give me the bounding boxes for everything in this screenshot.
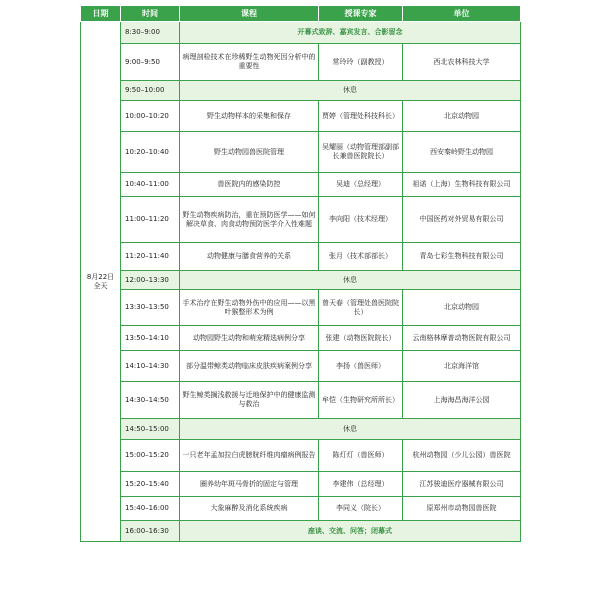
table-row <box>81 81 521 101</box>
ceremony-cell: 座谈、交流、问答；闭幕式 <box>180 521 521 542</box>
date-allday: 全天 <box>93 281 108 290</box>
schedule-table-wrapper <box>80 5 520 542</box>
table-row <box>81 290 521 326</box>
date-day: 8月22日 <box>86 272 115 281</box>
unit-cell: 北京动物园 <box>403 101 521 132</box>
time-cell: 14:10–14:30 <box>121 351 180 382</box>
course-cell: 兽医院内的感染防控 <box>180 173 319 197</box>
unit-cell: 西北农林科技大学 <box>403 44 521 81</box>
date-cell <box>81 22 121 542</box>
table-row <box>81 472 521 497</box>
unit-cell: 云南格林摩普动物医院有限公司 <box>403 326 521 351</box>
expert-cell: 李同义（院长） <box>319 497 403 521</box>
course-cell: 病理剖检技术在珍稀野生动物死因分析中的重要性 <box>180 44 319 81</box>
expert-cell: 牟恺（生物研究所所长） <box>319 382 403 419</box>
table-row <box>81 419 521 440</box>
schedule-body <box>81 22 521 542</box>
course-cell: 一只老年孟加拉白虎膀胱纤维肉瘤病例报告 <box>180 440 319 472</box>
schedule-table <box>80 5 521 542</box>
course-cell: 圈养幼年斑马骨折的固定与管理 <box>180 472 319 497</box>
time-cell: 14:30–14:50 <box>121 382 180 419</box>
course-cell: 野生动物园兽医院管理 <box>180 132 319 173</box>
time-cell: 16:00–16:30 <box>121 521 180 542</box>
time-cell: 10:20–10:40 <box>121 132 180 173</box>
table-row <box>81 197 521 243</box>
course-cell: 野生动物样本的采集和保存 <box>180 101 319 132</box>
table-row <box>81 243 521 271</box>
header-date: 日期 <box>81 6 121 22</box>
course-cell: 大象麻醉及消化系统疾病 <box>180 497 319 521</box>
expert-cell: 李建伟（总经理） <box>319 472 403 497</box>
unit-cell: 西安秦岭野生动物园 <box>403 132 521 173</box>
header-time: 时间 <box>121 6 180 22</box>
header-unit: 单位 <box>403 6 521 22</box>
time-cell: 10:40–11:00 <box>121 173 180 197</box>
header-expert: 授课专家 <box>319 6 403 22</box>
course-cell: 动物健康与膳食营养的关系 <box>180 243 319 271</box>
time-cell: 15:40–16:00 <box>121 497 180 521</box>
header-row <box>81 6 521 22</box>
expert-cell: 曾天春（管理处兽医院院长） <box>319 290 403 326</box>
time-cell: 12:00–13:30 <box>121 271 180 290</box>
table-row <box>81 382 521 419</box>
unit-cell: 北京海洋馆 <box>403 351 521 382</box>
expert-cell: 贾婷（管理处科技科长） <box>319 101 403 132</box>
header-course: 课程 <box>180 6 319 22</box>
unit-cell: 杭州动物园（少儿公园）兽医院 <box>403 440 521 472</box>
expert-cell: 张建（动物医院院长） <box>319 326 403 351</box>
course-cell: 野生动物疾病防治，重在预防医学——如何解决草食、肉食动物预防医学介入性难题 <box>180 197 319 243</box>
expert-cell: 吴迪（总经理） <box>319 173 403 197</box>
table-row <box>81 22 521 44</box>
table-row <box>81 173 521 197</box>
table-row <box>81 271 521 290</box>
break-cell: 休息 <box>180 419 521 440</box>
time-cell: 11:20–11:40 <box>121 243 180 271</box>
ceremony-cell: 开幕式致辞、嘉宾发言、合影留念 <box>180 22 521 44</box>
expert-cell: 张月（技术部部长） <box>319 243 403 271</box>
table-row <box>81 326 521 351</box>
table-row <box>81 44 521 81</box>
course-cell: 野生鲸类搁浅救援与迁地保护中的健康监测与救治 <box>180 382 319 419</box>
table-row <box>81 497 521 521</box>
unit-cell: 上海海昌海洋公园 <box>403 382 521 419</box>
time-cell: 10:00–10:20 <box>121 101 180 132</box>
table-row <box>81 521 521 542</box>
time-cell: 14:50–15:00 <box>121 419 180 440</box>
time-cell: 15:20–15:40 <box>121 472 180 497</box>
time-cell: 15:00–15:20 <box>121 440 180 472</box>
table-row <box>81 351 521 382</box>
time-cell: 11:00–11:20 <box>121 197 180 243</box>
table-row <box>81 101 521 132</box>
time-cell: 8:30–9:00 <box>121 22 180 44</box>
time-cell: 9:00–9:50 <box>121 44 180 81</box>
course-cell: 部分温带鲸类动物临床皮肤疾病案例分享 <box>180 351 319 382</box>
break-cell: 休息 <box>180 81 521 101</box>
expert-cell: 李向阳（技术经理） <box>319 197 403 243</box>
expert-cell: 常玲玲（副教授） <box>319 44 403 81</box>
unit-cell: 中国医药对外贸易有限公司 <box>403 197 521 243</box>
expert-cell: 李扬（兽医师） <box>319 351 403 382</box>
unit-cell: 江苏骏迪医疗器械有限公司 <box>403 472 521 497</box>
expert-cell: 陈灯灯（兽医师） <box>319 440 403 472</box>
expert-cell: 吴耀丽（动物管理部副部长兼兽医院院长） <box>319 132 403 173</box>
unit-cell: 北京动物园 <box>403 290 521 326</box>
unit-cell: 祖诺（上海）生物科技有限公司 <box>403 173 521 197</box>
course-cell: 动物园野生动物和萌宠精选病例分享 <box>180 326 319 351</box>
break-cell: 休息 <box>180 271 521 290</box>
time-cell: 13:30–13:50 <box>121 290 180 326</box>
time-cell: 9:50–10:00 <box>121 81 180 101</box>
unit-cell: 青岛七彩生物科技有限公司 <box>403 243 521 271</box>
table-row <box>81 440 521 472</box>
table-row <box>81 132 521 173</box>
unit-cell: 原郑州市动物园兽医院 <box>403 497 521 521</box>
time-cell: 13:50–14:10 <box>121 326 180 351</box>
course-cell: 手术治疗在野生动物外伤中的应用——以黑叶猴整形术为例 <box>180 290 319 326</box>
